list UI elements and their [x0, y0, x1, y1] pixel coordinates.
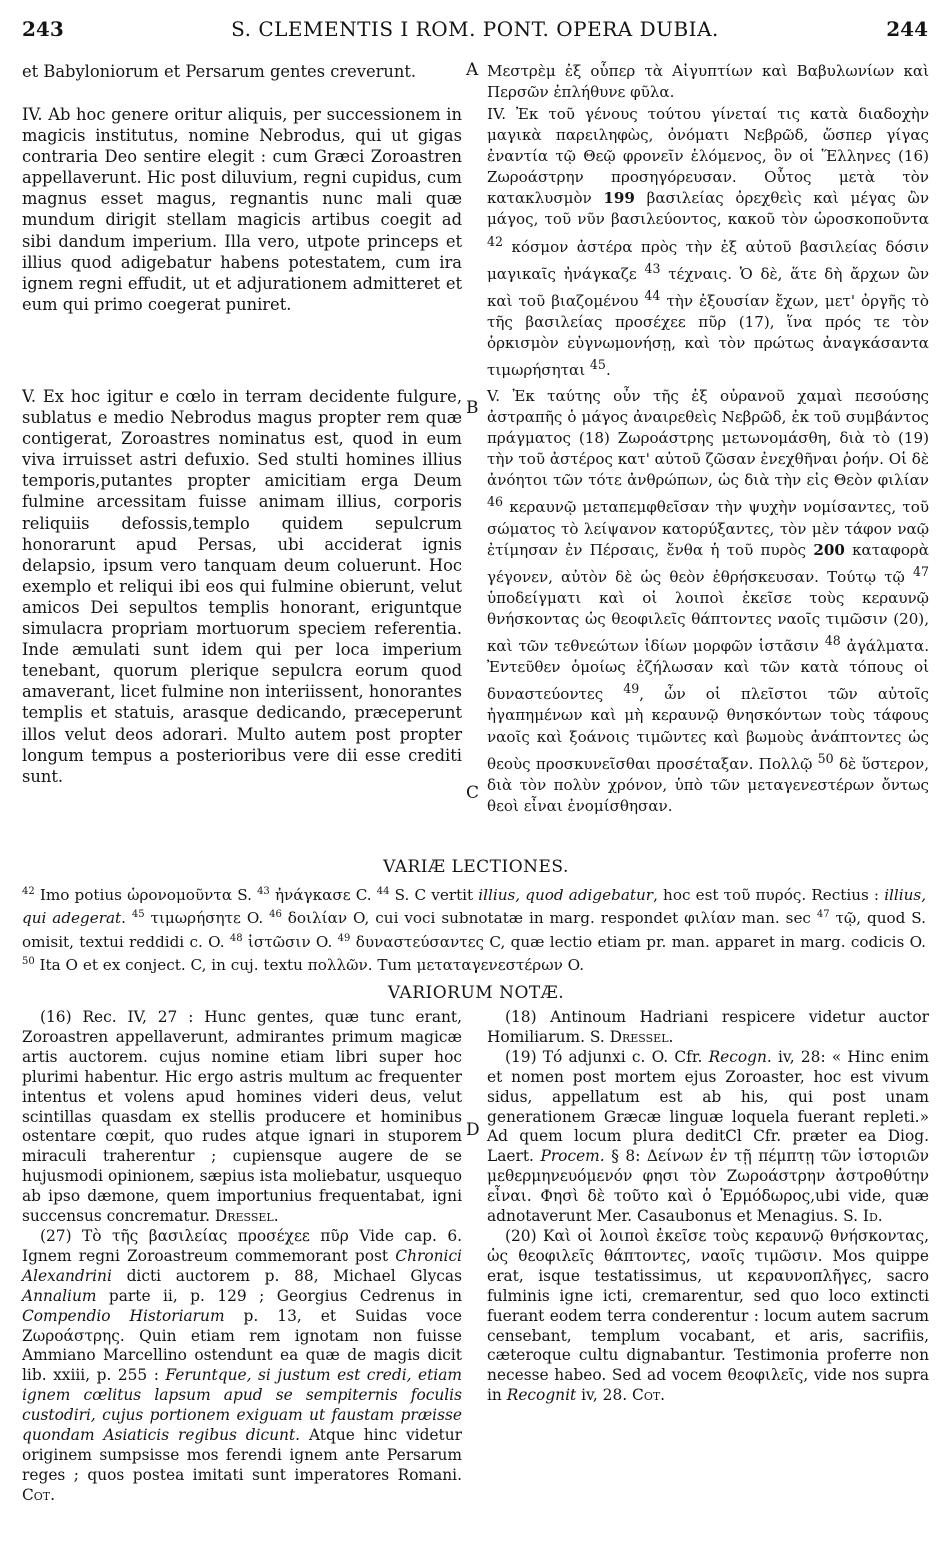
latin-paragraph-iv: IV. Ab hoc genere oritur aliquis, per successionem in magicis institutus, nomine Nebrodus, qui ut gigas contraria Deo sentire elegit : cum Græci Zoroastren appellaverunt. Hic post diluvium, regni cupidus, cum magnus esset magus, regnantis nunc mali quæ mundum dirigit stellam magicis artibus coegit ad sibi dandum imperium. Illa vero, utpote princeps et illius quod adigebatur habens potestatem, cum ira ignem regni effudit, ut et adjurationem admitteret et eum qui primo coegerat puniret. [22, 105, 462, 314]
note-20: (20) Καὶ οἱ λοιποὶ ἐκεῖσε τοὺς κεραυνῷ θνήσκοντας, ὡς θεοφιλεῖς θάπτοντες, ναοῖς τιμῶσιν. Mos quippe erat, isque testatissimus, ut κεραυνοπλῆγες, sacro fulminis igne icti, cremarentur, sed quo loco extincti fuerant eodem terra conderentur : locum autem sacrum censebant, templum vocabant, et aris, sacrifiis, cæteroque cultu dignabantur. Testimonia proferre non necesse habeo. Sed ad vocem θεοφιλεῖς, vide nos supra in Recognit iv, 28. Cot. [487, 1226, 929, 1405]
footnote-ref: 45 [589, 357, 606, 373]
margin-page-number: 200 [813, 540, 845, 559]
footnote-ref: 47 [912, 563, 929, 579]
variae-lectiones-title: VARIÆ LECTIONES. [383, 857, 569, 877]
margin-letter-d: D [466, 1120, 480, 1140]
footnote-ref: 50 [817, 750, 834, 766]
greek-column [487, 61, 929, 103]
margin-letter-a: A [466, 60, 479, 80]
latin-paragraph-v: V. Ex hoc igitur e cœlo in terram decidente fulgure, sublatus e medio Nebrodus magus propter rem quæ contigerat, Zoroastres nominatus est, quod in eum viva irruisset astri defuxio. Sed stulti homines illius temporis,putantes propter amicitiam erga Deum fulmine arcessitam fuisse animam illius, corporis reliquiis defossis,templo quidem sepulcrum honorarunt apud Persas, ubi acciderat ignis delapsio, ipsum vero tanquam deum coluerunt. Hoc exemplo et reliqui ibi eos qui fulmine obierunt, velut amicos Dei sepultos templis honorant, eriguntque simulacra propriam mortuorum speciem referentia. Inde æmulati sunt idem qui per loca imperium tenebant, quorum plerique sepulcra eorum quod amaverant, licet fulmine non interiissent, honorantes templis et statuis, arasque dedicando, præceperunt illos velut deos adorari. Multo autem post propter longum tempus a posterioribus vere dii esse crediti sunt. [22, 387, 462, 786]
running-header [22, 17, 928, 43]
footnote-ref: 43 [644, 260, 661, 276]
note-19: (19) Τό adjunxi c. O. Cfr. Recogn. iv, 28: « Hinc enim et nomen post mortem ejus Zoroaster, hoc est vivum sidus, appellatum est ab his, qui post unam generationem Græcæ linguæ loquela fuerant repleti.» Ad quem locum plura deditCl Cfr. præter ea Diog. Laert. Procem. § 8: Δείνων ἐν τῇ πέμπτῃ τῶν ἱστοριῶν μεθερμηνευόμενόν φησι τὸν Ζωροάστρην ἀστροθύτην εἶναι. Φησὶ δὲ τοῦτο καὶ ὁ Ἑρμόδωρος,ubi vide, quæ adnotaverunt Mer. Casaubonus et Menagius. S. Id. [487, 1047, 929, 1226]
footnote-ref: 49 [623, 681, 640, 697]
notes-left-column [22, 1008, 462, 1506]
latin-column [22, 61, 462, 82]
footnote-ref: 44 [644, 287, 661, 303]
variae-lectiones: $^{42}$ Imo potius ὡρονομοῦντα S. $^{43}$ ἠνάγκασε C. $^{44}$ S. C vertit illius, quod adigebatur, hoc est τοῦ πυρός. Rectius : illius, qui adegerat. $^{45}$ τιμωρήσητε O. $^{46}$ δοιλίαν O, cui voci subnotatæ in marg. respondet φιλίαν man. sec $^{47}$ τῷ, quod S. omisit, textui reddidi c. O. $^{48}$ ἱστῶσιν O. $^{49}$ δυναστεύσαντες C, quæ lectio etiam pr. man. apparet in marg. codicis O. $^{50}$ Ita O et ex conject. C, in cuj. textu πολλῶν. Tum μεταταγενεστέρων O. [22, 886, 927, 975]
greek-column-part-v [487, 386, 929, 817]
notes-right-column [487, 1008, 929, 1406]
footnote-ref: 46 [487, 494, 504, 510]
latin-column-part-v [22, 386, 462, 787]
greek-paragraph-intro: Μεστρὲμ ἐξ οὗπερ τὰ Αἰγυπτίων καὶ Βαβυλωνίων καὶ Περσῶν ἐπλήθυνε φῦλα. [487, 62, 929, 102]
note-16: (16) Rec. IV, 27 : Hunc gentes, quæ tunc erant, Zoroastren appellaverunt, admirantes primum magicæ artis auctorem. cujus nomine etiam libri super hoc plurimi habentur. Hic ergo astris multum ac frequenter intentus et volens apud homines videri deus, velut scintillas quasdam ex stellis producere et hominibus ostentare cœpit, quo rudes atque ignari in stuporem miraculi traherentur ; cupiensque augere de se hujusmodi opinionem, sæpius ista moliebatur, usquequo ab ipso dæmone, quem importunius frequentabat, igni succensus concrematur. Dressel. [22, 1008, 462, 1226]
margin-page-number: 199 [603, 189, 635, 208]
variorum-notae-title: VARIORUM NOTÆ. [387, 983, 565, 1003]
running-title: S. CLEMENTIS I ROM. PONT. OPERA DUBIA. [231, 17, 719, 41]
footnote-ref: 42 [487, 233, 504, 249]
greek-column-part-iv [487, 104, 929, 381]
margin-letter-c: C [466, 783, 480, 803]
page-number-left: 243 [22, 17, 64, 41]
margin-letter-b: B [466, 398, 479, 418]
page-number-right: 244 [886, 17, 928, 41]
greek-paragraph-iv: IV. Ἐκ τοῦ γένους τούτου γίνεταί τις κατὰ διαδοχὴν μαγικὰ παρειληφὼς, ὀνόματι Νεβρῶδ, ὥσπερ γίγας ἐναντία τῷ Θεῷ φρονεῖν ἑλόμενος, ὃν οἱ Ἕλληνες (16) Ζωροάστρην προσηγόρευσαν. Οὗτος μετὰ τὸν κατακλυσμὸν 199 βασιλείας ὀρεχθεὶς καὶ μέγας ὢν μάγος, τοῦ νῦν βασιλεύοντος, κακοῦ τὸν ὡροσκοποῦντα $^{42}$ κόσμον ἀστέρα πρὸς τὴν ἐξ αὐτοῦ βασιλείας δόσιν μαγικαῖς ἠνάγκαζε $^{43}$ τέχναις. Ὁ δὲ, ἅτε δὴ ἄρχων ὢν καὶ τοῦ βιαζομένου $^{44}$ τὴν ἐξουσίαν ἔχων, μετ' ὀργῆς τὸ τῆς βασιλείας προσέχεε πῦρ (17), ἵνα πρός τε τὸν ὁρκισμὸν εὐγνωμονήσῃ, καὶ τὸν πρώτως ἀναγκάσαντα τιμωρήσηται $^{45}$. [487, 105, 930, 380]
footnote-ref: 48 [824, 633, 841, 649]
note-18: (18) Antinoum Hadriani respicere videtur auctor Homiliarum. S. Dressel. [487, 1008, 929, 1046]
latin-paragraph-intro: et Babyloniorum et Persarum gentes creverunt. [22, 62, 417, 81]
latin-column-part-iv [22, 104, 462, 315]
greek-paragraph-v: V. Ἐκ ταύτης οὖν τῆς ἐξ οὐρανοῦ χαμαὶ πεσούσης ἀστραπῆς ὁ μάγος ἀναιρεθεὶς Νεβρῶδ, ἐκ τοῦ συμβάντος πράγματος (18) Ζωροάστρης μετωνομάσθη, διὰ τὸ (19) τὴν τοῦ ἀστέρος κατ' αὐτοῦ ζῶσαν ἐνεχθῆναι ῥοήν. Οἱ δὲ ἀνόητοι τῶν τότε ἀνθρώπων, ὡς διὰ τὴν εἰς Θεὸν φιλίαν $^{46}$ κεραυνῷ μεταπεμφθεῖσαν τὴν ψυχὴν νομίσαντες, τοῦ σώματος τὸ λείψανον κατορύξαντες, τὸν μὲν τάφον ναῷ ἐτίμησαν ἐν Πέρσαις, ἔνθα ἡ τοῦ πυρὸς 200 καταφορὰ γέγονεν, αὐτὸν δὲ ὡς θεὸν ἐθρήσκευσαν. Τούτῳ τῷ $^{47}$ ὑποδείγματι καὶ οἱ λοιποὶ ἐκεῖσε τοὺς κεραυνῷ θνήσκοντας ὡς θεοφιλεῖς θάπτοντες ναοῖς τιμῶσιν (20), καὶ τῶν τεθνεώτων ἰδίων μορφῶν ἱστᾶσιν $^{48}$ ἀγάλματα. Ἐντεῦθεν ὁμοίως ἐζήλωσαν καὶ τῶν κατὰ τόπους οἱ δυναστεύοντες $^{49}$, ὧν οἱ πλεῖστοι τῶν αὐτοῖς ἠγαπημένων καὶ μὴ κεραυνῷ θνησκόντων τοὺς τάφους ναοῖς καὶ ξοάνοις τιμῶντες καὶ βωμοὺς ἀνάπτοντες ὡς θεοὺς προσκυνεῖσθαι προσέταξαν. Πολλῷ $^{50}$ δὲ ὕστερον, διὰ τὸν πολὺν χρόνον, ὑπὸ τῶν μεταγενεστέρων ὄντως θεοὶ εἶναι ἐνομίσθησαν. [487, 387, 930, 815]
note-27: (27) Τὸ τῆς βασιλείας προσέχεε πῦρ Vide cap. 6. Ignem regni Zoroastreum commemorant post Chronici Alexandrini dicti auctorem p. 88, Michael Glycas Annalium parte ii, p. 129 ; Georgius Cedrenus in Compendio Historiarum p. 13, et Suidas voce Ζωροάστρης. Quin etiam rem ignotam non fuisse Ammiano Marcellino ostendunt ea quæ de magis dicit lib. xxiii, p. 255 : Feruntque, si justum est credi, etiam ignem cœlitus lapsum apud se sempiternis foculis custodiri, cujus portionem exiguam ut faustam præisse quondam Asiaticis regibus dicunt. Atque hinc videtur originem sumpsisse mos ferendi ignem ante Persarum reges ; quos postea imitati sunt imperatores Romani. Cot. [22, 1226, 463, 1504]
